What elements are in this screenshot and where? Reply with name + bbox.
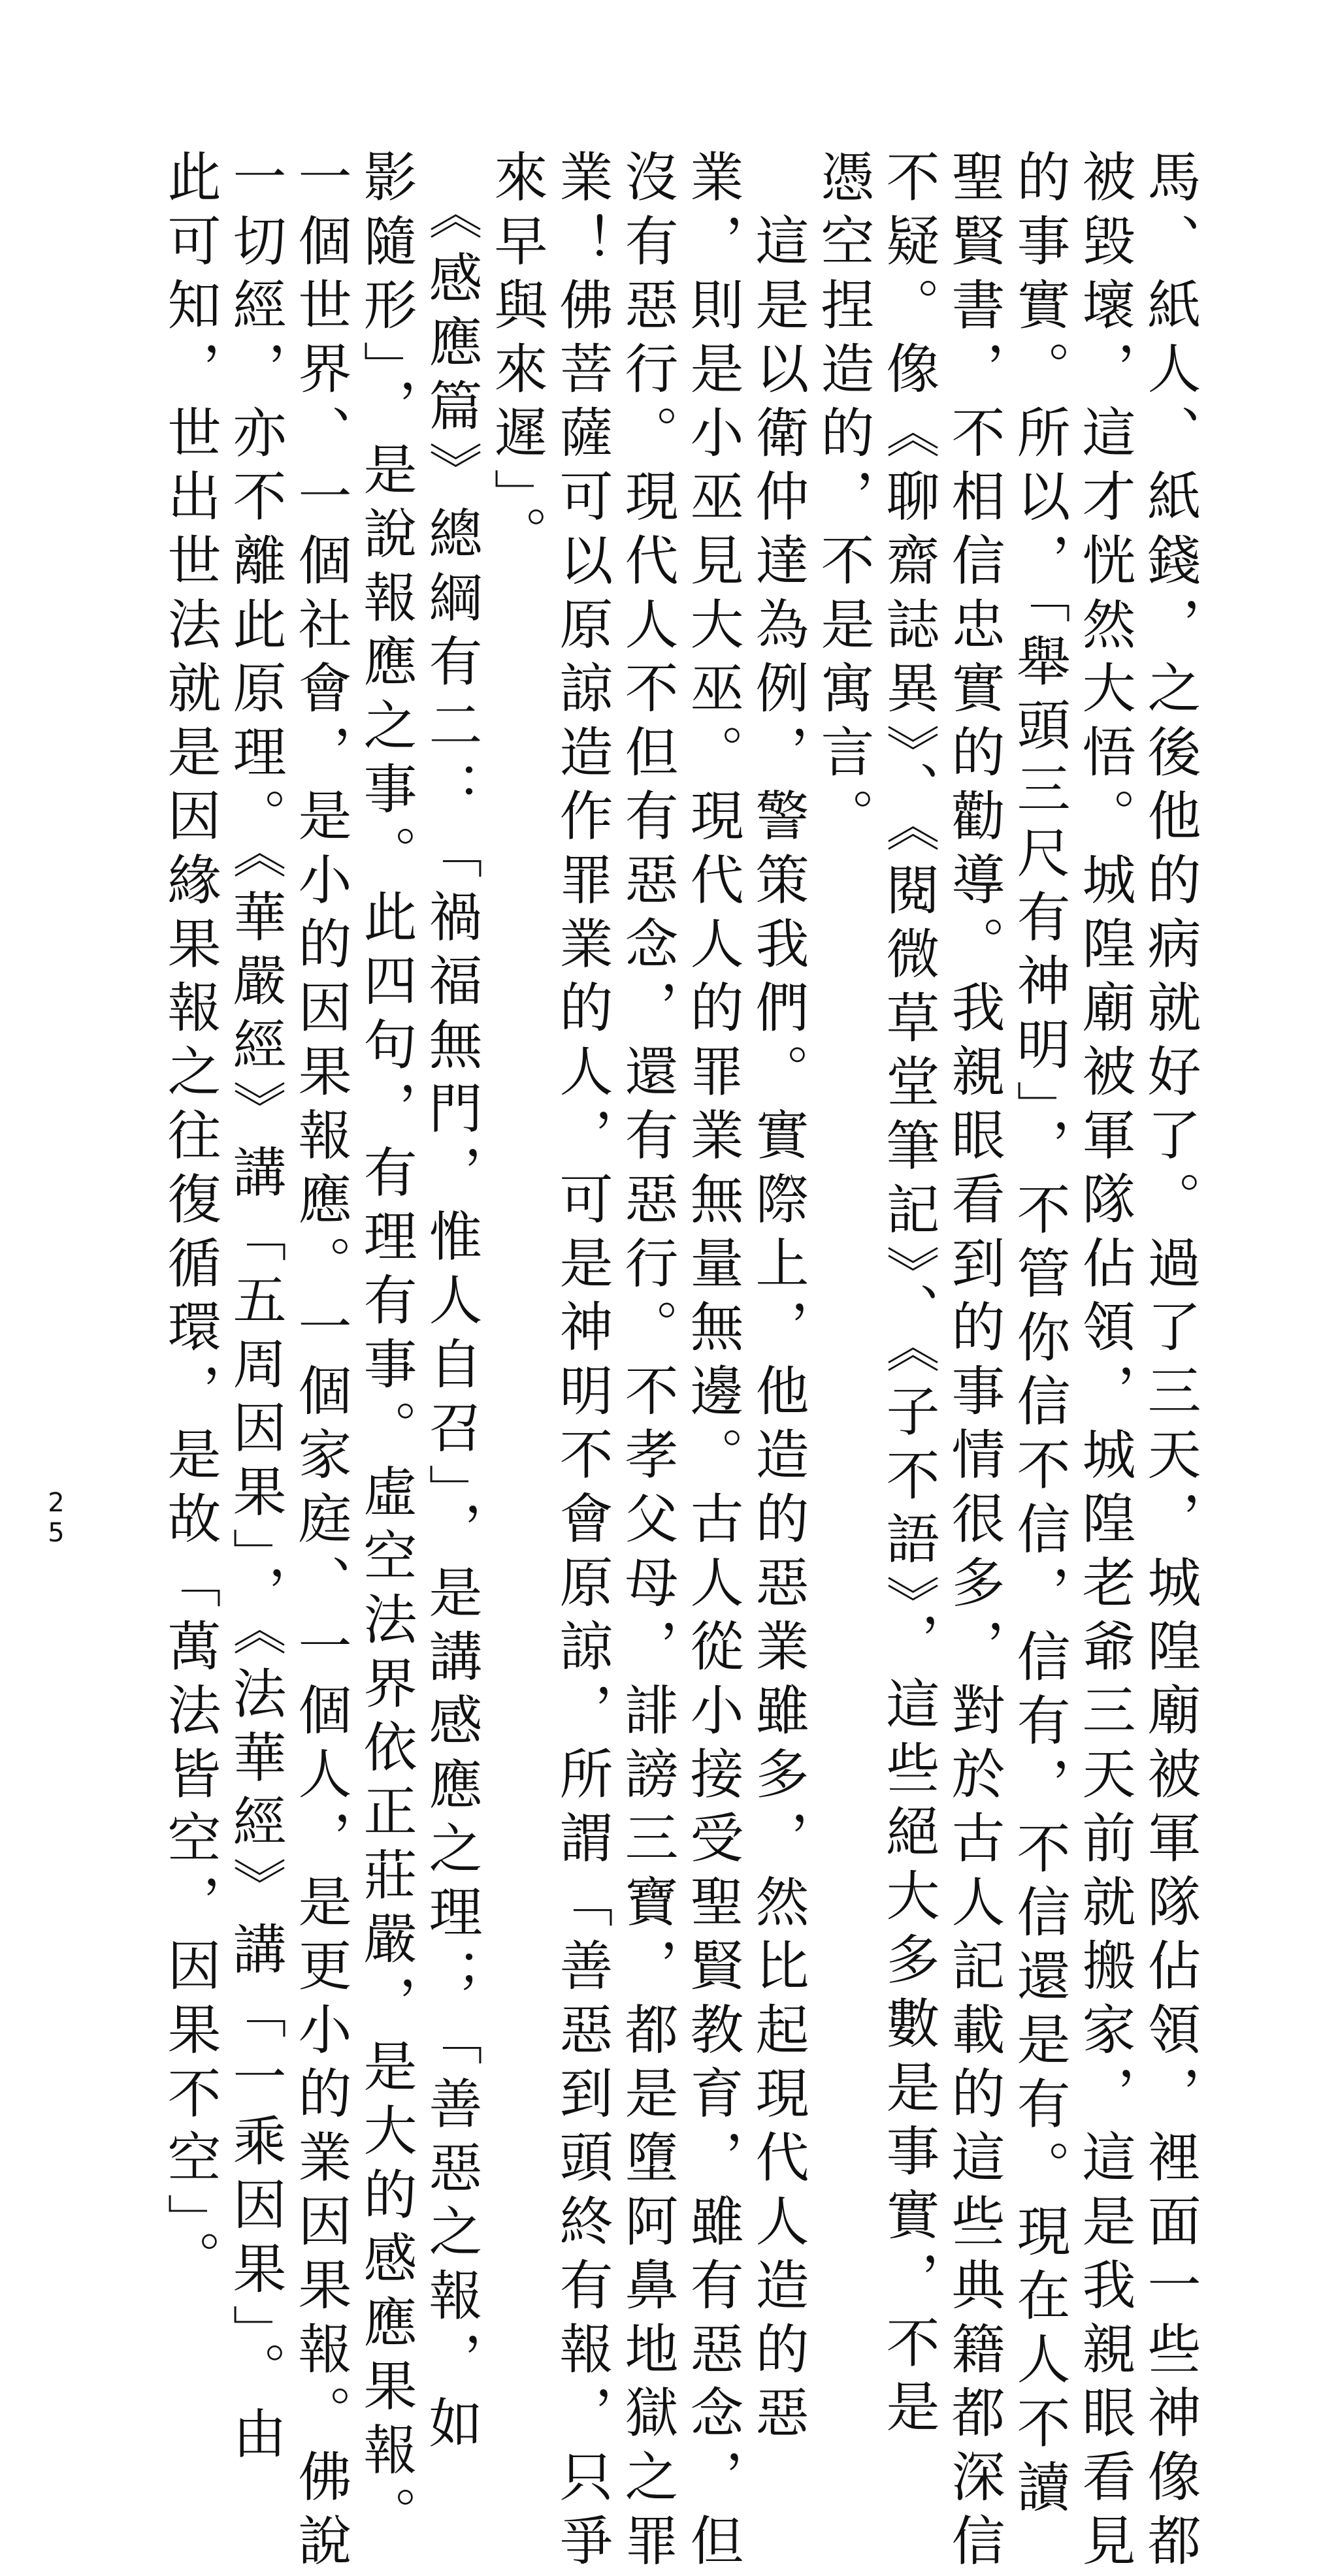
- page-number: 25: [41, 1488, 71, 1548]
- text-column-6: 憑空捏造的，不是寓言。: [812, 149, 874, 852]
- text-column-5: 不疑。像《聊齋誌異》、《閱微草堂筆記》、《子不語》，這些絕大多數是事實，不是: [877, 149, 939, 2443]
- text-column-15: 一切經，亦不離此原理。《華嚴經》講「五周因果」，《法華經》講「一乘因果」。由: [224, 149, 286, 2470]
- text-column-2: 被毀壞，這才恍然大悟。城隍廟被軍隊佔領，城隍老爺三天前就搬家，這是我親眼看見: [1073, 149, 1135, 2576]
- text-column-1: 馬、紙人、紙錢，之後他的病就好了。過了三天，城隍廟被軍隊佔領，裡面一些神像都: [1139, 149, 1201, 2576]
- text-column-14: 一個世界、一個社會，是小的因果報應。一個家庭、一個人，是更小的業因果報。佛說: [289, 149, 351, 2576]
- text-column-11: 來早與來遲」。: [485, 149, 547, 570]
- text-column-16: 此可知，世出世法就是因緣果報之往復循環，是故「萬法皆空，因果不空」。: [159, 149, 221, 2294]
- text-column-8: 業，則是小巫見大巫。現代人的罪業無量無邊。古人從小接受聖賢教育，雖有惡念，但: [681, 149, 743, 2576]
- text-column-7: 這是以衛仲達為例，警策我們。實際上，他造的惡業雖多，然比起現代人造的惡: [747, 149, 809, 2449]
- text-column-10: 業！佛菩薩可以原諒造作罪業的人，可是神明不會原諒，所謂「善惡到頭終有報，只爭: [551, 149, 613, 2576]
- text-column-12: 《感應篇》總綱有二：「禍福無門，惟人自召」，是講感應之理；「善惡之報，如: [420, 149, 482, 2459]
- text-column-4: 聖賢書，不相信忠實的勸導。我親眼看到的事情很多，對於古人記載的這些典籍都深信: [943, 149, 1005, 2576]
- text-column-9: 沒有惡行。現代人不但有惡念，還有惡行。不孝父母，誹謗三寶，都是墮阿鼻地獄之罪: [616, 149, 678, 2576]
- text-column-3: 的事實。所以，「舉頭三尺有神明」，不管你信不信，信有，不信還是有。現在人不讀: [1008, 149, 1070, 2523]
- text-column-13: 影隨形」，是說報應之事。此四句，有理有事。虛空法界依正莊嚴，是大的感應果報。: [355, 149, 417, 2550]
